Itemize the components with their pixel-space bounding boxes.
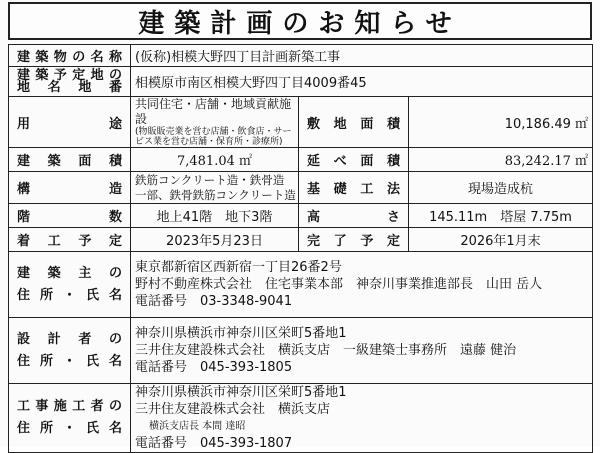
row-location: [9, 67, 593, 97]
designer-phone: 電話番号 045-393-1805: [135, 360, 293, 375]
contractor-manager: 横浜支店長 本間 達昭: [149, 421, 246, 432]
row-designer: [9, 318, 593, 384]
row-owner: [9, 252, 593, 318]
row-area: [9, 148, 593, 172]
label-contractor-bottom: 住所・氏名: [17, 421, 122, 436]
row-schedule: [9, 228, 593, 252]
value-structure: [131, 172, 299, 204]
label-height: 高さ: [299, 204, 409, 228]
label-start: 着工予定: [9, 228, 131, 252]
value-designer: [131, 318, 593, 384]
sign-title: 建築計画のお知らせ: [8, 2, 592, 40]
value-foundation: 現場造成杭: [409, 172, 593, 204]
label-location-top: 建築予定地の: [17, 67, 122, 83]
label-owner: [9, 252, 131, 318]
label-building-name: 建築物の名称: [9, 45, 131, 67]
contractor-name: 三井住友建設株式会社 横浜支店: [135, 402, 331, 417]
value-completion: 2026年1月末: [409, 228, 593, 252]
row-building-name: [9, 45, 593, 67]
value-structure-line1: 鉄筋コンクリート造・鉄骨造: [135, 172, 285, 187]
value-building-area: 7,481.04 ㎡: [131, 148, 299, 172]
value-height: 145.11m 塔屋 7.75m: [409, 204, 593, 228]
label-site-area: 敷地面積: [299, 97, 409, 148]
contractor-address: 神奈川県横浜市神奈川区栄町5番地1: [135, 385, 347, 400]
value-structure-line2: 一部、鉄骨鉄筋コンクリート造: [135, 187, 296, 202]
label-contractor-top: 工事施工者の: [17, 399, 122, 414]
value-start: 2023年5月23日: [131, 228, 299, 252]
label-use: 用途: [9, 97, 131, 148]
value-floors: 地上41階 地下3階: [131, 204, 299, 228]
row-structure: [9, 172, 593, 204]
value-contractor: [131, 384, 593, 453]
label-building-area: 建築面積: [9, 148, 131, 172]
label-floors: 階数: [9, 204, 131, 228]
label-designer: [9, 318, 131, 384]
contractor-name-line: [135, 401, 588, 435]
label-location-bottom: 地名地番: [17, 79, 122, 95]
designer-name: 三井住友建設株式会社 横浜支店 一級建築士事務所 遠藤 健治: [135, 343, 517, 358]
value-location: 相模原市南区相模大野四丁目4009番45: [131, 67, 593, 97]
label-contractor: [9, 384, 131, 453]
info-table: [8, 44, 593, 453]
value-building-name: (仮称)相模大野四丁目計画新築工事: [131, 45, 593, 67]
owner-phone: 電話番号 03-3348-9041: [135, 294, 293, 309]
value-use-main: 共同住宅・店舗・地域貢献施設: [135, 97, 292, 126]
value-use: [131, 97, 299, 148]
label-designer-top: 設計者の: [17, 331, 122, 347]
label-designer-bottom: 住所・氏名: [17, 353, 122, 369]
label-owner-bottom: 住所・氏名: [17, 287, 122, 303]
owner-name: 野村不動産株式会社 住宅事業本部 神奈川事業推進部長 山田 岳人: [135, 277, 543, 292]
label-foundation: 基礎工法: [299, 172, 409, 204]
row-floors: [9, 204, 593, 228]
owner-address: 東京都新宿区西新宿一丁目26番2号: [135, 260, 342, 275]
value-use-note: (物販販売業を営む店舗・飲食店・サービス業を営む店舗・保育所・診療所): [135, 127, 292, 147]
row-contractor: [9, 384, 593, 453]
label-owner-top: 建築主の: [17, 265, 122, 281]
label-location: [9, 67, 131, 97]
row-use: [9, 97, 593, 148]
value-floor-area: 83,242.17 ㎡: [409, 148, 593, 172]
label-floor-area: 延べ面積: [299, 148, 409, 172]
contractor-phone: 電話番号 045-393-1807: [135, 436, 293, 451]
value-site-area: 10,186.49 ㎡: [409, 97, 593, 148]
label-completion: 完了予定: [299, 228, 409, 252]
designer-address: 神奈川県横浜市神奈川区栄町5番地1: [135, 326, 347, 341]
label-structure: 構造: [9, 172, 131, 204]
value-owner: [131, 252, 593, 318]
